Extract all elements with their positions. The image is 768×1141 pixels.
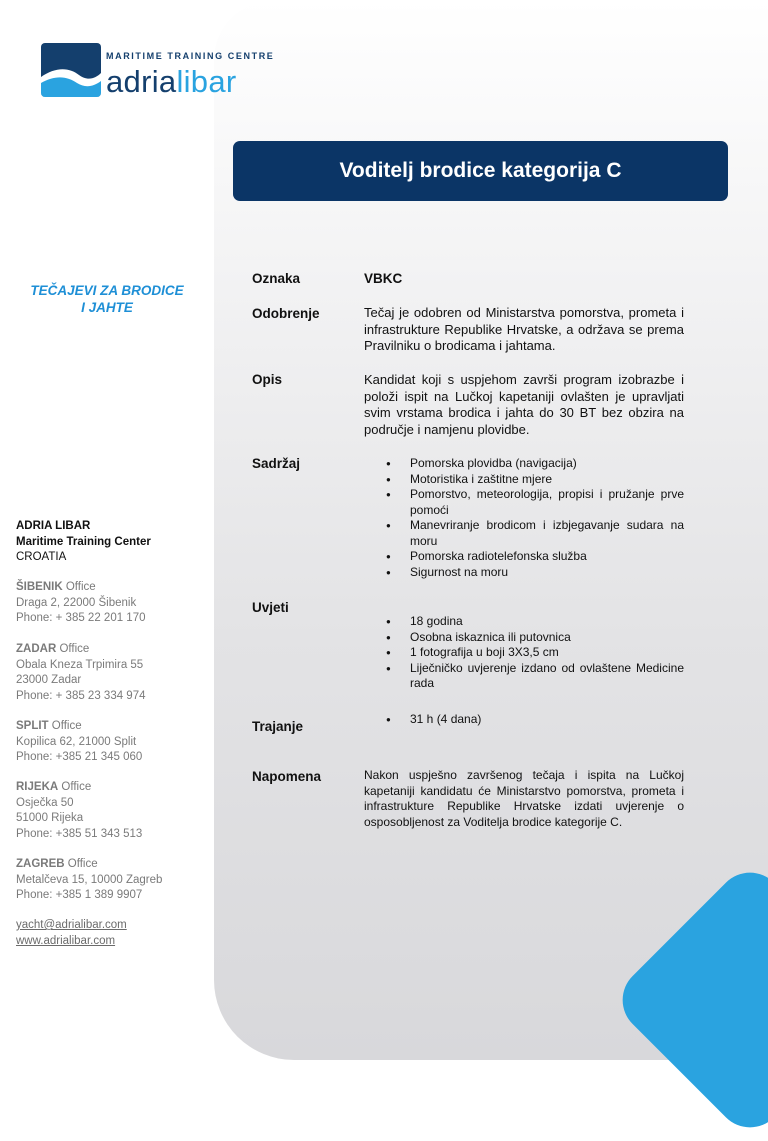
list-item: ● Manevriranje brodicom i izbjegavanje sudara na moru: [410, 518, 684, 549]
value-opis: Kandidat koji s uspjehom završi program izobrazbe i položi ispit na Lučkoj kapetaniji ovlašten je upravljati svim vrstama brodica i jahta do 30 BT bez obzira na područje i namjenu plovidbe.: [364, 372, 684, 437]
logo-tagline: MARITIME TRAINING CENTRE: [106, 51, 275, 61]
office-address: Osječka 50: [16, 796, 74, 809]
office-postal: 23000 Zadar: [16, 674, 82, 686]
website-link[interactable]: www.adrialibar.com: [16, 934, 116, 947]
value-napomena: Nakon uspješno završenog tečaja i ispita na Lučkoj kapetaniji kandidatu će Ministarstvo pomorstva, prometa i infrastrukture Republike Hrvatske izdati uvjerenje o osposobljenost za Voditelja brodice kategorije C.: [364, 768, 684, 829]
list-item: ● Liječničko uvjerenje izdano od ovlaštene Medicine rada: [410, 661, 684, 692]
office-phone: Phone: + 385 23 334 974: [16, 689, 146, 702]
office-phone: Phone: + 385 22 201 170: [16, 612, 146, 624]
office-address: Metalčeva 15, 10000 Zagreb: [16, 873, 163, 886]
label-opis: Opis: [252, 372, 283, 387]
value-odobrenje: Tečaj je odobren od Ministarstva pomorstva, prometa i infrastrukture Republike Hrvatske, a održava se prema Pravilniku o brodicama i jahtama.: [364, 305, 684, 353]
office-zadar: [16, 642, 146, 704]
office-address: Obala Kneza Trpimira 55: [16, 658, 144, 671]
list-item: ● Pomorska radiotelefonska služba: [410, 549, 684, 565]
office-city: RIJEKA: [16, 781, 59, 793]
list-uvjeti: [364, 614, 684, 692]
list-item: ● Motoristika i zaštitne mjere: [410, 472, 684, 488]
office-label: Office: [67, 858, 98, 870]
list-item: ● 31 h (4 dana): [410, 712, 684, 728]
office-postal: 51000 Rijeka: [16, 812, 84, 824]
office-address: Kopilica 62, 21000 Split: [16, 735, 137, 748]
course-category-line2: I JAHTE: [81, 300, 133, 315]
office-phone: Phone: +385 1 389 9907: [16, 889, 143, 901]
label-oznaka: Oznaka: [252, 271, 301, 286]
office-city: ZAGREB: [16, 858, 65, 870]
list-sadrzaj: [364, 456, 684, 580]
office-label: Office: [65, 581, 96, 593]
logo-wave-icon: [41, 43, 101, 97]
office-label: Office: [61, 781, 92, 793]
list-item: ● Pomorska plovidba (navigacija): [410, 456, 684, 472]
logo-name: [106, 64, 237, 100]
office-phone: Phone: +385 51 343 513: [16, 827, 143, 840]
list-item: ● 1 fotografija u boji 3X3,5 cm: [410, 645, 684, 661]
course-category-line1: TEČAJEVI ZA BRODICE: [30, 283, 184, 298]
list-item: ● Pomorstvo, meteorologija, propisi i pružanje prve pomoći: [410, 487, 684, 518]
value-oznaka: VBKC: [364, 271, 403, 286]
email-link[interactable]: yacht@adrialibar.com: [16, 919, 127, 931]
office-zagreb: [16, 857, 162, 904]
list-item: ● Sigurnost na moru: [410, 565, 684, 581]
course-category: [14, 282, 200, 316]
label-uvjeti: Uvjeti: [252, 600, 289, 615]
label-trajanje: Trajanje: [252, 719, 304, 734]
list-trajanje: [364, 712, 684, 728]
office-city: SPLIT: [16, 720, 49, 732]
office-phone: Phone: +385 21 345 060: [16, 751, 143, 763]
label-napomena: Napomena: [252, 769, 322, 784]
office-rijeka: [16, 780, 142, 842]
logo-name-part2: libar: [176, 64, 237, 99]
list-item: ● Osobna iskaznica ili putovnica: [410, 630, 684, 646]
list-item: ● 18 godina: [410, 614, 684, 630]
office-label: Office: [51, 720, 82, 732]
office-sibenik: [16, 580, 146, 627]
office-label: Office: [59, 643, 90, 655]
office-city: ŠIBENIK: [16, 581, 63, 593]
office-address: Draga 2, 22000 Šibenik: [16, 596, 137, 609]
logo-name-part1: adria: [106, 64, 177, 99]
page-title: Voditelj brodice kategorija C: [233, 141, 728, 201]
office-city: ZADAR: [16, 643, 57, 655]
office-split: [16, 719, 142, 766]
company-name: ADRIA LIBAR: [16, 520, 91, 532]
contact-links: [16, 918, 127, 949]
label-odobrenje: Odobrenje: [252, 306, 320, 321]
company-country: CROATIA: [16, 551, 67, 563]
company-subtitle: Maritime Training Center: [16, 535, 151, 548]
company-block: [16, 519, 151, 566]
label-sadrzaj: Sadržaj: [252, 456, 301, 471]
